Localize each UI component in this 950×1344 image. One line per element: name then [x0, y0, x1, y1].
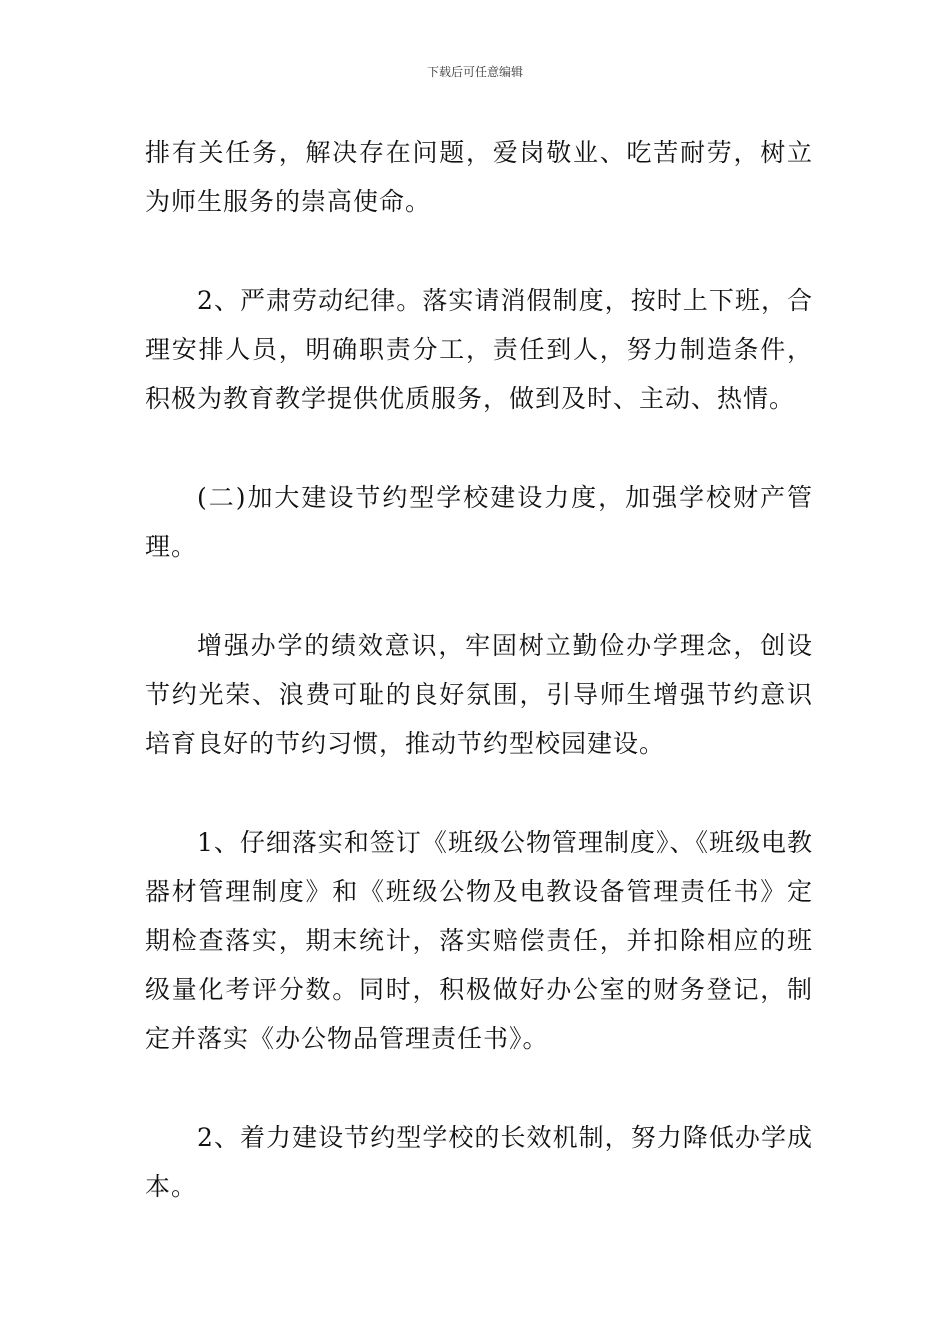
paragraph-property-rules: 1、仔细落实和签订《班级公物管理制度》、《班级电教器材管理制度》和《班级公物及电教设备管理责任书》定期检查落实，期末统计，落实赔偿责任，并扣除相应的班级量化考评分数。同时，积极做好办公室的财务登记，制定并落实《办公物品管理责任书》。 [145, 828, 813, 1053]
paragraph-efficiency-awareness: 增强办学的绩效意识，牢固树立勤俭办学理念，创设节约光荣、浪费可耻的良好氛围，引导师生增强节约意识培育良好的节约习惯，推动节约型校园建设。 [145, 631, 813, 758]
section-heading-thrift-school: (二)加大建设节约型学校建设力度，加强学校财产管理。 [145, 483, 813, 561]
document-body [145, 128, 813, 1261]
paragraph-long-term-mechanism: 2、着力建设节约型学校的长效机制，努力降低办学成本。 [145, 1123, 813, 1201]
page-header: 下载后可任意编辑 [426, 65, 523, 79]
paragraph-labor-discipline: 2、严肃劳动纪律。落实请消假制度，按时上下班，合理安排人员，明确职责分工，责任到人，努力制造条件，积极为教育教学提供优质服务，做到及时、主动、热情。 [145, 286, 813, 413]
paragraph-continuation: 排有关任务，解决存在问题，爱岗敬业、吃苦耐劳，树立为师生服务的崇高使命。 [145, 138, 813, 216]
